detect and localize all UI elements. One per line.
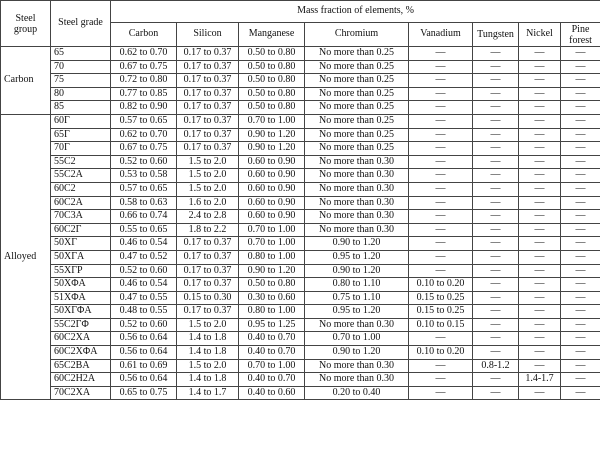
tungsten-cell: —: [473, 250, 519, 264]
steel-grade-cell: 60C2A: [51, 196, 111, 210]
pine-forest-cell: —: [561, 182, 600, 196]
table-row: [1, 142, 600, 156]
vanadium-cell: —: [409, 332, 473, 346]
steel-group-header: Steel group: [1, 1, 51, 47]
carbon-cell: 0.46 to 0.54: [111, 278, 177, 292]
pine-forest-cell: —: [561, 291, 600, 305]
tungsten-cell: 0.8-1.2: [473, 359, 519, 373]
nickel-cell: —: [519, 60, 561, 74]
chromium-cell: No more than 0.25: [305, 128, 409, 142]
tungsten-cell: —: [473, 74, 519, 88]
nickel-cell: —: [519, 318, 561, 332]
nickel-cell: —: [519, 386, 561, 400]
table-row: [1, 278, 600, 292]
carbon-cell: 0.56 to 0.64: [111, 346, 177, 360]
carbon-cell: 0.55 to 0.65: [111, 223, 177, 237]
steel-grade-cell: 65Γ: [51, 128, 111, 142]
chromium-cell: 0.95 to 1.20: [305, 250, 409, 264]
tungsten-cell: —: [473, 346, 519, 360]
table-row: [1, 223, 600, 237]
steel-grade-cell: 60C2: [51, 182, 111, 196]
table-row: [1, 60, 600, 74]
pine-forest-cell: —: [561, 74, 600, 88]
nickel-cell: —: [519, 196, 561, 210]
vanadium-cell: —: [409, 47, 473, 61]
table-row: [1, 101, 600, 115]
carbon-cell: 0.57 to 0.65: [111, 114, 177, 128]
nickel-cell: —: [519, 74, 561, 88]
pine-forest-cell: —: [561, 60, 600, 74]
nickel-cell: —: [519, 237, 561, 251]
chromium-cell: No more than 0.25: [305, 74, 409, 88]
table-row: [1, 332, 600, 346]
vanadium-cell: —: [409, 74, 473, 88]
vanadium-cell: —: [409, 114, 473, 128]
nickel-cell: —: [519, 346, 561, 360]
silicon-cell: 1.5 to 2.0: [177, 318, 239, 332]
silicon-cell: 1.8 to 2.2: [177, 223, 239, 237]
silicon-cell: 0.17 to 0.37: [177, 305, 239, 319]
chromium-cell: No more than 0.25: [305, 47, 409, 61]
nickel-cell: —: [519, 278, 561, 292]
nickel-cell: —: [519, 87, 561, 101]
nickel-cell: 1.4-1.7: [519, 373, 561, 387]
vanadium-cell: —: [409, 264, 473, 278]
silicon-cell: 1.5 to 2.0: [177, 155, 239, 169]
steel-grade-cell: 55C2A: [51, 169, 111, 183]
manganese-cell: 0.90 to 1.20: [239, 264, 305, 278]
table-row: [1, 74, 600, 88]
table-row: [1, 210, 600, 224]
table-row: [1, 196, 600, 210]
manganese-cell: 0.40 to 0.60: [239, 386, 305, 400]
table-row: [1, 264, 600, 278]
pine-forest-cell: —: [561, 47, 600, 61]
manganese-cell: 0.50 to 0.80: [239, 101, 305, 115]
pine-forest-cell: —: [561, 250, 600, 264]
tungsten-cell: —: [473, 142, 519, 156]
manganese-cell: 0.60 to 0.90: [239, 169, 305, 183]
tungsten-cell: —: [473, 291, 519, 305]
steel-grade-cell: 70C3A: [51, 210, 111, 224]
nickel-cell: —: [519, 291, 561, 305]
tungsten-cell: —: [473, 101, 519, 115]
vanadium-cell: —: [409, 210, 473, 224]
tungsten-cell: —: [473, 332, 519, 346]
steel-grade-cell: 70C2XA: [51, 386, 111, 400]
table-row: [1, 155, 600, 169]
nickel-cell: —: [519, 142, 561, 156]
silicon-cell: 1.4 to 1.7: [177, 386, 239, 400]
tungsten-cell: —: [473, 47, 519, 61]
tungsten-header: Tungsten: [473, 23, 519, 47]
vanadium-cell: 0.10 to 0.20: [409, 346, 473, 360]
tungsten-cell: —: [473, 60, 519, 74]
steel-grade-cell: 70: [51, 60, 111, 74]
silicon-cell: 0.17 to 0.37: [177, 47, 239, 61]
silicon-cell: 1.4 to 1.8: [177, 332, 239, 346]
pine-forest-cell: —: [561, 359, 600, 373]
table-row: [1, 305, 600, 319]
table-row: [1, 359, 600, 373]
chromium-cell: 0.90 to 1.20: [305, 237, 409, 251]
carbon-cell: 0.56 to 0.64: [111, 332, 177, 346]
silicon-cell: 0.17 to 0.37: [177, 60, 239, 74]
tungsten-cell: —: [473, 114, 519, 128]
manganese-cell: 0.70 to 1.00: [239, 359, 305, 373]
nickel-cell: —: [519, 47, 561, 61]
table-row: [1, 182, 600, 196]
tungsten-cell: —: [473, 278, 519, 292]
carbon-cell: 0.57 to 0.65: [111, 182, 177, 196]
steel-grade-cell: 50XΓΦA: [51, 305, 111, 319]
carbon-cell: 0.56 to 0.64: [111, 373, 177, 387]
carbon-cell: 0.52 to 0.60: [111, 318, 177, 332]
chromium-cell: No more than 0.30: [305, 210, 409, 224]
silicon-cell: 2.4 to 2.8: [177, 210, 239, 224]
chromium-cell: 0.70 to 1.00: [305, 332, 409, 346]
silicon-cell: 0.17 to 0.37: [177, 74, 239, 88]
manganese-cell: 0.30 to 0.60: [239, 291, 305, 305]
table-body: [1, 47, 600, 400]
steel-grade-cell: 60C2H2A: [51, 373, 111, 387]
carbon-cell: 0.82 to 0.90: [111, 101, 177, 115]
nickel-cell: —: [519, 359, 561, 373]
steel-grade-cell: 65C2BA: [51, 359, 111, 373]
steel-grade-cell: 70Γ: [51, 142, 111, 156]
group-alloyed-cell: Alloyed: [1, 114, 51, 399]
chromium-cell: 0.20 to 0.40: [305, 386, 409, 400]
vanadium-cell: 0.15 to 0.25: [409, 291, 473, 305]
manganese-cell: 0.60 to 0.90: [239, 155, 305, 169]
vanadium-cell: —: [409, 87, 473, 101]
silicon-cell: 1.5 to 2.0: [177, 182, 239, 196]
vanadium-cell: —: [409, 101, 473, 115]
vanadium-cell: —: [409, 196, 473, 210]
steel-grade-cell: 55XΓP: [51, 264, 111, 278]
nickel-cell: —: [519, 182, 561, 196]
silicon-cell: 0.17 to 0.37: [177, 142, 239, 156]
pine-forest-cell: —: [561, 101, 600, 115]
table-row: [1, 114, 600, 128]
tungsten-cell: —: [473, 87, 519, 101]
chromium-cell: No more than 0.25: [305, 87, 409, 101]
steel-grade-cell: 60C2Γ: [51, 223, 111, 237]
pine-forest-cell: —: [561, 386, 600, 400]
chromium-cell: No more than 0.30: [305, 359, 409, 373]
steel-grade-cell: 85: [51, 101, 111, 115]
pine-forest-header: Pine forest: [561, 23, 600, 47]
table-row: [1, 386, 600, 400]
pine-forest-cell: —: [561, 169, 600, 183]
steel-grade-cell: 60Γ: [51, 114, 111, 128]
tungsten-cell: —: [473, 155, 519, 169]
tungsten-cell: —: [473, 318, 519, 332]
chromium-header: Chromium: [305, 23, 409, 47]
vanadium-header: Vanadium: [409, 23, 473, 47]
chromium-cell: 0.75 to 1.10: [305, 291, 409, 305]
vanadium-cell: —: [409, 142, 473, 156]
table-row: [1, 250, 600, 264]
tungsten-cell: —: [473, 305, 519, 319]
pine-forest-cell: —: [561, 237, 600, 251]
manganese-cell: 0.50 to 0.80: [239, 278, 305, 292]
nickel-cell: —: [519, 264, 561, 278]
carbon-cell: 0.53 to 0.58: [111, 169, 177, 183]
manganese-cell: 0.80 to 1.00: [239, 305, 305, 319]
tungsten-cell: —: [473, 373, 519, 387]
vanadium-cell: —: [409, 359, 473, 373]
nickel-cell: —: [519, 155, 561, 169]
tungsten-cell: —: [473, 237, 519, 251]
silicon-cell: 0.17 to 0.37: [177, 101, 239, 115]
carbon-cell: 0.58 to 0.63: [111, 196, 177, 210]
silicon-cell: 0.17 to 0.37: [177, 237, 239, 251]
tungsten-cell: —: [473, 223, 519, 237]
pine-forest-cell: —: [561, 264, 600, 278]
manganese-cell: 0.60 to 0.90: [239, 210, 305, 224]
manganese-cell: 0.40 to 0.70: [239, 332, 305, 346]
nickel-cell: —: [519, 128, 561, 142]
tungsten-cell: —: [473, 182, 519, 196]
tungsten-cell: —: [473, 264, 519, 278]
carbon-cell: 0.47 to 0.55: [111, 291, 177, 305]
silicon-cell: 0.17 to 0.37: [177, 264, 239, 278]
nickel-cell: —: [519, 223, 561, 237]
tungsten-cell: —: [473, 210, 519, 224]
nickel-cell: —: [519, 250, 561, 264]
steel-grade-cell: 60C2XΦA: [51, 346, 111, 360]
carbon-cell: 0.66 to 0.74: [111, 210, 177, 224]
pine-forest-cell: —: [561, 332, 600, 346]
tungsten-cell: —: [473, 169, 519, 183]
steel-grade-cell: 55C2ΓΦ: [51, 318, 111, 332]
vanadium-cell: —: [409, 182, 473, 196]
nickel-cell: —: [519, 101, 561, 115]
steel-grade-cell: 55C2: [51, 155, 111, 169]
tungsten-cell: —: [473, 128, 519, 142]
carbon-cell: 0.52 to 0.60: [111, 264, 177, 278]
silicon-cell: 0.17 to 0.37: [177, 128, 239, 142]
pine-forest-cell: —: [561, 223, 600, 237]
carbon-header: Carbon: [111, 23, 177, 47]
steel-grade-cell: 51XΦA: [51, 291, 111, 305]
table-row: [1, 346, 600, 360]
steel-grade-cell: 65: [51, 47, 111, 61]
manganese-cell: 0.40 to 0.70: [239, 346, 305, 360]
vanadium-cell: —: [409, 169, 473, 183]
manganese-cell: 0.50 to 0.80: [239, 87, 305, 101]
pine-forest-cell: —: [561, 305, 600, 319]
vanadium-cell: —: [409, 60, 473, 74]
manganese-cell: 0.70 to 1.00: [239, 223, 305, 237]
tungsten-cell: —: [473, 196, 519, 210]
pine-forest-cell: —: [561, 318, 600, 332]
table-row: [1, 318, 600, 332]
silicon-cell: 1.5 to 2.0: [177, 359, 239, 373]
manganese-cell: 0.50 to 0.80: [239, 60, 305, 74]
nickel-cell: —: [519, 332, 561, 346]
manganese-cell: 0.95 to 1.25: [239, 318, 305, 332]
vanadium-cell: —: [409, 155, 473, 169]
manganese-cell: 0.80 to 1.00: [239, 250, 305, 264]
pine-forest-cell: —: [561, 87, 600, 101]
manganese-cell: 0.50 to 0.80: [239, 47, 305, 61]
silicon-cell: 0.17 to 0.37: [177, 278, 239, 292]
nickel-cell: —: [519, 210, 561, 224]
carbon-cell: 0.48 to 0.55: [111, 305, 177, 319]
pine-forest-cell: —: [561, 210, 600, 224]
carbon-cell: 0.52 to 0.60: [111, 155, 177, 169]
pine-forest-cell: —: [561, 346, 600, 360]
chromium-cell: 0.95 to 1.20: [305, 305, 409, 319]
carbon-cell: 0.67 to 0.75: [111, 60, 177, 74]
table-row: [1, 87, 600, 101]
vanadium-cell: 0.10 to 0.15: [409, 318, 473, 332]
pine-forest-cell: —: [561, 373, 600, 387]
silicon-cell: 0.17 to 0.37: [177, 87, 239, 101]
carbon-cell: 0.61 to 0.69: [111, 359, 177, 373]
chromium-cell: No more than 0.25: [305, 101, 409, 115]
vanadium-cell: —: [409, 223, 473, 237]
silicon-cell: 1.4 to 1.8: [177, 346, 239, 360]
silicon-header: Silicon: [177, 23, 239, 47]
steel-grade-cell: 50XΓA: [51, 250, 111, 264]
steel-grade-cell: 75: [51, 74, 111, 88]
carbon-cell: 0.65 to 0.75: [111, 386, 177, 400]
chromium-cell: No more than 0.30: [305, 196, 409, 210]
silicon-cell: 1.4 to 1.8: [177, 373, 239, 387]
manganese-cell: 0.70 to 1.00: [239, 114, 305, 128]
vanadium-cell: —: [409, 237, 473, 251]
chromium-cell: No more than 0.25: [305, 60, 409, 74]
manganese-cell: 0.50 to 0.80: [239, 74, 305, 88]
pine-forest-cell: —: [561, 196, 600, 210]
silicon-cell: 0.15 to 0.30: [177, 291, 239, 305]
chromium-cell: No more than 0.30: [305, 318, 409, 332]
chromium-cell: 0.90 to 1.20: [305, 346, 409, 360]
vanadium-cell: —: [409, 373, 473, 387]
table-row: [1, 47, 600, 61]
mass-fraction-header: Mass fraction of elements, %: [111, 1, 600, 23]
pine-forest-cell: —: [561, 278, 600, 292]
carbon-cell: 0.62 to 0.70: [111, 128, 177, 142]
steel-grade-cell: 50XΓ: [51, 237, 111, 251]
vanadium-cell: 0.15 to 0.25: [409, 305, 473, 319]
pine-forest-cell: —: [561, 142, 600, 156]
table-row: [1, 291, 600, 305]
manganese-cell: 0.40 to 0.70: [239, 373, 305, 387]
header-row-top: [1, 1, 600, 23]
chromium-cell: No more than 0.25: [305, 142, 409, 156]
manganese-header: Manganese: [239, 23, 305, 47]
silicon-cell: 0.17 to 0.37: [177, 114, 239, 128]
nickel-header: Nickel: [519, 23, 561, 47]
steel-grade-cell: 80: [51, 87, 111, 101]
carbon-cell: 0.67 to 0.75: [111, 142, 177, 156]
pine-forest-cell: —: [561, 114, 600, 128]
nickel-cell: —: [519, 169, 561, 183]
pine-forest-cell: —: [561, 128, 600, 142]
table-row: [1, 373, 600, 387]
manganese-cell: 0.90 to 1.20: [239, 128, 305, 142]
manganese-cell: 0.70 to 1.00: [239, 237, 305, 251]
pine-forest-cell: —: [561, 155, 600, 169]
manganese-cell: 0.90 to 1.20: [239, 142, 305, 156]
vanadium-cell: —: [409, 386, 473, 400]
silicon-cell: 1.6 to 2.0: [177, 196, 239, 210]
chromium-cell: No more than 0.30: [305, 155, 409, 169]
vanadium-cell: 0.10 to 0.20: [409, 278, 473, 292]
carbon-cell: 0.46 to 0.54: [111, 237, 177, 251]
silicon-cell: 1.5 to 2.0: [177, 169, 239, 183]
chromium-cell: No more than 0.25: [305, 114, 409, 128]
chromium-cell: No more than 0.30: [305, 182, 409, 196]
carbon-cell: 0.77 to 0.85: [111, 87, 177, 101]
chromium-cell: No more than 0.30: [305, 169, 409, 183]
table-row: [1, 237, 600, 251]
steel-grade-cell: 50XΦA: [51, 278, 111, 292]
nickel-cell: —: [519, 305, 561, 319]
table-row: [1, 169, 600, 183]
vanadium-cell: —: [409, 250, 473, 264]
chromium-cell: No more than 0.30: [305, 373, 409, 387]
chromium-cell: 0.80 to 1.10: [305, 278, 409, 292]
carbon-cell: 0.72 to 0.80: [111, 74, 177, 88]
table-row: [1, 128, 600, 142]
manganese-cell: 0.60 to 0.90: [239, 182, 305, 196]
chromium-cell: No more than 0.30: [305, 223, 409, 237]
chromium-cell: 0.90 to 1.20: [305, 264, 409, 278]
tungsten-cell: —: [473, 386, 519, 400]
silicon-cell: 0.17 to 0.37: [177, 250, 239, 264]
group-carbon-cell: Carbon: [1, 47, 51, 115]
manganese-cell: 0.60 to 0.90: [239, 196, 305, 210]
carbon-cell: 0.47 to 0.52: [111, 250, 177, 264]
nickel-cell: —: [519, 114, 561, 128]
vanadium-cell: —: [409, 128, 473, 142]
steel-grade-cell: 60C2XA: [51, 332, 111, 346]
steel-grade-header: Steel grade: [51, 1, 111, 47]
carbon-cell: 0.62 to 0.70: [111, 47, 177, 61]
